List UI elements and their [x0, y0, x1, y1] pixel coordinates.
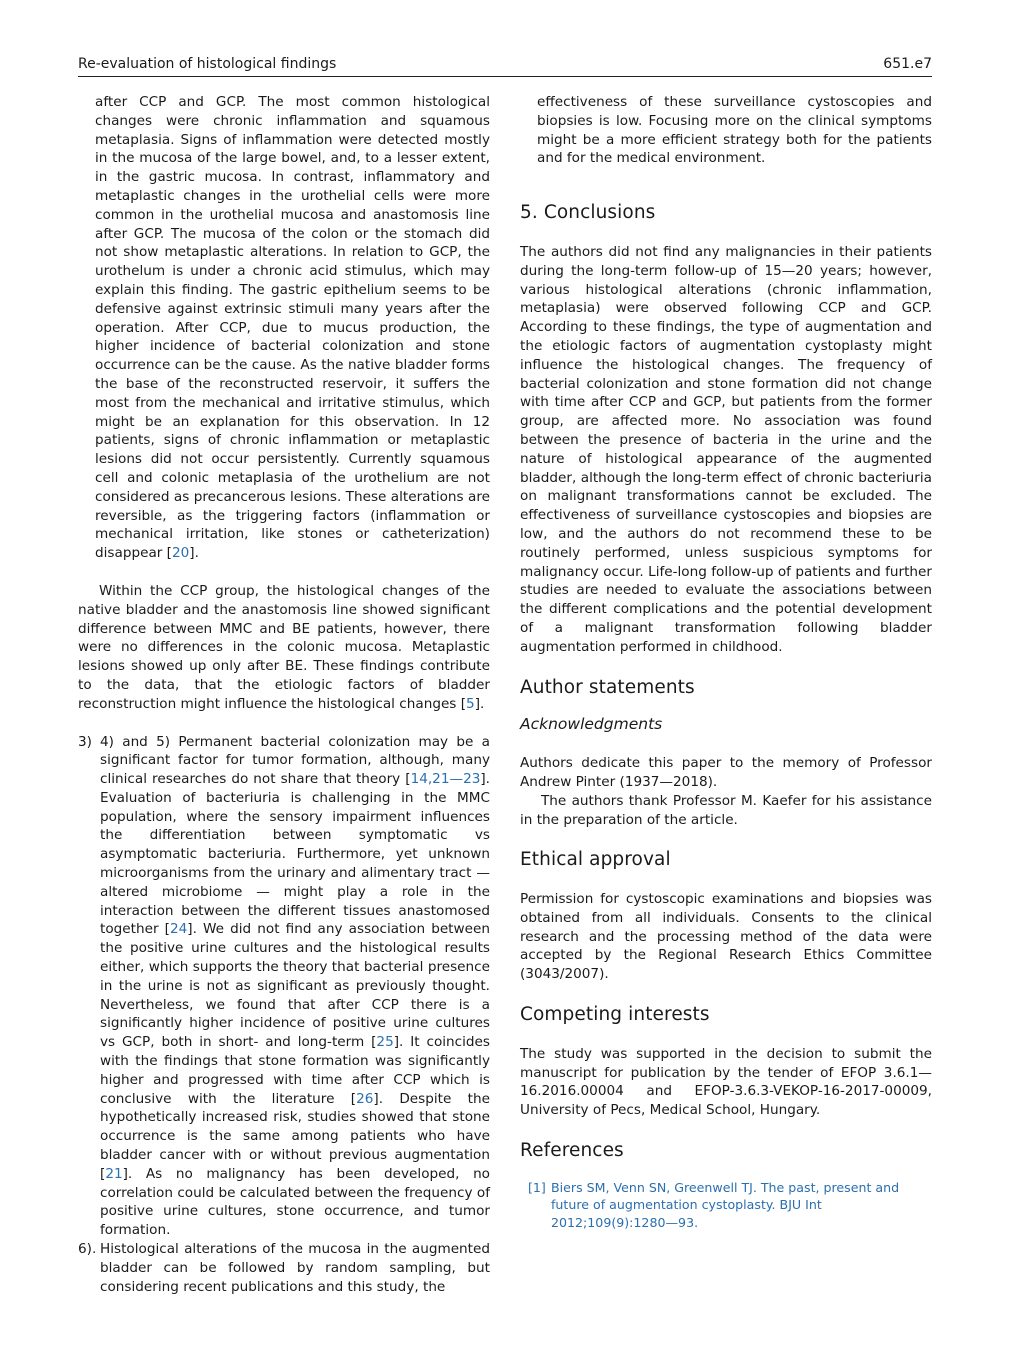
list-text: Histological alterations of the mucosa in the augmented bladder can be followed by random sampling, but considering recent publications and this study, the [100, 1241, 490, 1295]
discussion-paragraph [78, 582, 490, 714]
citation-link[interactable]: 26 [356, 1090, 374, 1107]
reference-number: [1] [528, 1179, 546, 1195]
list-text: ]. Evaluation of bacteriuria is challenging in the MMC population, where the sensory impairment influences the differentiation between symptomatic vs asymptomatic bacteriuria. Furthermore, yet unknown microorganisms from the urinary and alimentary tract — altered microbiome — might play a role in the interaction between the different tissues anastomosed together [ [100, 771, 490, 938]
ethical-paragraph: Permission for cystoscopic examinations and biopsies was obtained from all individuals. Consents to the clinical research and the processing method of the data were accepted by the Regional Research Ethics Committee (3043/2007). [520, 891, 932, 983]
citation-link[interactable]: 21 [105, 1165, 123, 1182]
reference-text[interactable]: Biers SM, Venn SN, Greenwell TJ. The past, present and future of augmentation cystoplasty. BJU Int 2012;109(9):1280—93. [551, 1179, 900, 1231]
citation-link[interactable]: 24 [169, 921, 188, 938]
page-number: 651.e7 [883, 56, 932, 72]
acknowledgments-paragraph: Authors dedicate this paper to the memory of Professor Andrew Pinter (1937—2018). [520, 755, 932, 790]
list-text: ]. Despite the hypothetically increased risk, studies showed that stone occurrence is the same among patients who have bladder cancer with or without previous augmentation [ [100, 1090, 490, 1182]
reference-item[interactable] [520, 1179, 932, 1232]
competing-paragraph: The study was supported in the decision to submit the manuscript for publication by the tender of EFOP 3.6.1—16.2016.00004 and EFOP-3.6.3-VEKOP-16-2017-00009, University of Pecs, Medical School, Hungary. [520, 1045, 932, 1119]
paragraph-text: Within the CCP group, the histological changes of the native bladder and the anastomosis line showed significant difference between MMC and BE patients, however, there were no differences in the colonic mucosa. Metaplastic lesions showed up only after BE. These findings contribute to the data, that the etiologic factors of bladder reconstruction might influence the histological changes [ [78, 582, 490, 712]
left-column [78, 93, 490, 1296]
section-heading-conclusions: 5. Conclusions [520, 202, 656, 224]
list-item [78, 1240, 490, 1296]
paragraph-text: ]. [189, 545, 199, 562]
discussion-paragraph: effectiveness of these surveillance cystoscopies and biopsies is low. Focusing more on the clinical symptoms might be a more efficient strategy both for the patients and for the medical environment. [537, 94, 932, 167]
discussion-paragraph [78, 93, 490, 563]
citation-link[interactable]: 14,21—23 [410, 771, 481, 788]
list-text: ]. As no malignancy has been developed, no correlation could be calculated between the frequency of positive urine cultures, stone occurrence, and tumor formation. [100, 1165, 490, 1239]
list-item [78, 733, 490, 1241]
paragraph-text: after CCP and GCP. The most common histological changes were chronic inflammation and squamous metaplasia. Signs of inflammation were detected mostly in the mucosa of the large bowel, and, to a lesser extent, in the gastric mucosa. In contrast, inflammatory and metaplastic changes in the urothelial cells were more common in the urothelial mucosa and anastomosis line after GCP. The mucosa of the colon or the stomach did not show metaplastic alterations. In relation to GCP, the urothelum is under a chronic acid stimulus, which may explain this finding. The gastric epithelium seems to be defensive against extrinsic stimuli many years after the operation. After CCP, due to mucus production, the higher incidence of bacterial colonization and stone occurrence can be the cause. As the native bladder forms the base of the reconstructed reservoir, it suffers the most from the mechanical and irritative stimulus, which might be an explanation for this observation. In 12 patients, signs of chronic inflammation or metaplastic lesions did not occur persistently. Currently squamous cell and colonic metaplasia of the urothelium are not considered as precancerous lesions. These alterations are reversible, as the triggering factors (inflammation or mechanical irritation, like stones or catheterization) disappear [ [95, 94, 490, 562]
section-heading-references: References [520, 1140, 624, 1162]
running-title: Re-evaluation of histological findings [78, 56, 337, 72]
list-text: ]. We did not find any association between the positive urine cultures and the histological results either, which supports the theory that bacterial presence in the urine is not as significant as previously thought. Nevertheless, we found that after CCP there is a significantly higher incidence of positive urine cultures vs GCP, both in short- and long-term [ [100, 921, 490, 1051]
running-header [78, 54, 932, 77]
citation-link[interactable]: 5 [466, 695, 475, 712]
citation-link[interactable]: 20 [171, 545, 190, 562]
list-text: 4) and 5) Permanent bacterial colonization may be a significant factor for tumor formation, although, many clinical researches do not share that theory [ [100, 733, 490, 788]
conclusions-paragraph: The authors did not find any malignancies in their patients during the long-term follow-up of 15—20 years; however, various histological alterations (chronic inflammation, metaplasia) were observed following CCP and GCP. According to these findings, the type of augmentation and the etiologic factors of augmentation cystoplasty might influence the histological changes. The frequency of bacterial colonization and stone formation did not change with time after CCP and GCP, but patients from the former group, are affected more. No association was found between the presence of bacteria in the urine and the nature of histological appearance of the augmented bladder, although the long-term effect of chronic bacteriuria on malignant transformations cannot be excluded. The effectiveness of surveillance cystoscopies and biopsies are low, and the authors do not recommend these to be routinely performed, unless suspicious symptoms for malignancy occur. Life-long follow-up of patients and further studies are needed to evaluate the associations between the different complications and the potential development of a malignant transformation following bladder augmentation performed in childhood. [520, 243, 932, 655]
subsection-heading-acknowledgments: Acknowledgments [520, 715, 663, 734]
section-heading-author-statements: Author statements [520, 676, 695, 698]
list-marker: 6). [78, 1241, 97, 1258]
list-text: ]. It coincides with the findings that stone formation was significantly higher and progressed with time after CCP which is conclusive with the literature [ [100, 1034, 490, 1107]
section-heading-competing-interests: Competing interests [520, 1004, 710, 1026]
acknowledgments-paragraph: The authors thank Professor M. Kaefer for his assistance in the preparation of the article. [520, 792, 932, 828]
right-column [520, 93, 932, 1232]
paragraph-text: ]. [474, 695, 485, 712]
section-heading-ethical-approval: Ethical approval [520, 849, 671, 871]
citation-link[interactable]: 25 [376, 1034, 394, 1051]
list-marker: 3) [78, 733, 92, 750]
